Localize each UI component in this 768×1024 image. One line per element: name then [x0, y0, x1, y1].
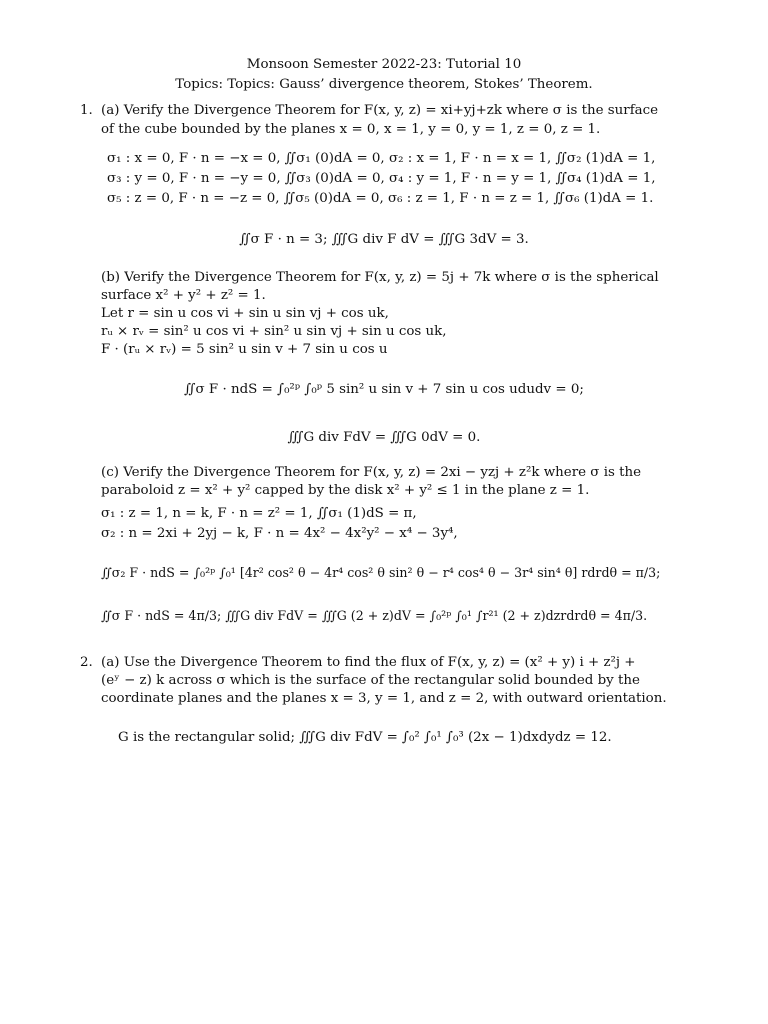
problem-1c-sigma2: σ₂ : n = 2xi + 2yj − k, F · n = 4x² − 4x²y² − x⁴ − 3y⁴, [101, 526, 458, 541]
problem-1b-statement-line1: (b) Verify the Divergence Theorem for F(x, y, z) = 5j + 7k where σ is the spherical [101, 270, 659, 285]
problem-2a-result-equation: G is the rectangular solid; ∭G div FdV = ∫₀² ∫₀¹ ∫₀³ (2x − 1)dxdydz = 12. [118, 730, 612, 745]
problem-1b-parametrization: Let r = sin u cos vi + sin u sin vj + cos uk, [101, 306, 389, 321]
problem-1c-statement-line1: (c) Verify the Divergence Theorem for F(x, y, z) = 2xi − yzj + z²k where σ is the [101, 465, 642, 480]
problem-1-number: 1. [80, 103, 93, 118]
document-title: Monsoon Semester 2022-23: Tutorial 10 [246, 57, 522, 72]
cube-faces-row-1: σ₁ : x = 0, F · n = −x = 0, ∬σ₁ (0)dA = 0, σ₂ : x = 1, F · n = x = 1, ∬σ₂ (1)dA = 1, [107, 151, 656, 166]
problem-1b-surface-integral: ∬σ F · ndS = ∫₀²ᵖ ∫₀ᵖ 5 sin² u sin v + 7 sin u cos ududv = 0; [184, 382, 584, 397]
problem-2a-statement-line2: (eʸ − z) k across σ which is the surface of the rectangular solid bounded by the [101, 673, 640, 688]
problem-2a-statement-line1: (a) Use the Divergence Theorem to find the flux of F(x, y, z) = (x² + y) i + z²j + [101, 655, 636, 670]
problem-1c-surface-integral: ∬σ₂ F · ndS = ∫₀²ᵖ ∫₀¹ [4r² cos² θ − 4r⁴ cos² θ sin² θ − r⁴ cos⁴ θ − 3r⁴ sin⁴ θ] rdrdθ = π/3; [101, 565, 661, 580]
problem-1b-dot-product: F · (rᵤ × rᵥ) = 5 sin² u sin v + 7 sin u cos u [101, 342, 388, 357]
cube-faces-row-2: σ₃ : y = 0, F · n = −y = 0, ∬σ₃ (0)dA = 0, σ₄ : y = 1, F · n = y = 1, ∬σ₄ (1)dA = 1, [107, 171, 656, 186]
problem-1a-statement-line1: (a) Verify the Divergence Theorem for F(x, y, z) = xi+yj+zk where σ is the surface [101, 103, 659, 118]
cube-faces-row-3: σ₅ : z = 0, F · n = −z = 0, ∬σ₅ (0)dA = 0, σ₆ : z = 1, F · n = z = 1, ∬σ₆ (1)dA = 1. [107, 191, 654, 206]
problem-2-number: 2. [80, 655, 93, 670]
problem-1c-sigma1: σ₁ : z = 1, n = k, F · n = z² = 1, ∬σ₁ (1)dS = π, [101, 506, 417, 521]
problem-1a-result-equation: ∬σ F · n = 3; ∭G div F dV = ∭G 3dV = 3. [239, 232, 529, 247]
problem-1b-statement-line2: surface x² + y² + z² = 1. [101, 288, 266, 303]
document-topics: Topics: Topics: Gauss’ divergence theorem, Stokes’ Theorem. [175, 77, 593, 92]
problem-1b-cross-product: rᵤ × rᵥ = sin² u cos vi + sin² u sin vj + sin u cos uk, [101, 324, 447, 339]
problem-1a-statement-line2: of the cube bounded by the planes x = 0, x = 1, y = 0, y = 1, z = 0, z = 1. [101, 122, 601, 137]
problem-1b-volume-integral: ∭G div FdV = ∭G 0dV = 0. [287, 430, 481, 445]
problem-2a-statement-line3: coordinate planes and the planes x = 3, y = 1, and z = 2, with outward orientation. [101, 691, 667, 706]
problem-1c-divergence-integral: ∬σ F · ndS = 4π/3; ∭G div FdV = ∭G (2 + z)dV = ∫₀²ᵖ ∫₀¹ ∫r²¹ (2 + z)dzrdrdθ = 4π/3. [101, 608, 648, 623]
problem-1c-statement-line2: paraboloid z = x² + y² capped by the disk x² + y² ≤ 1 in the plane z = 1. [101, 483, 590, 498]
